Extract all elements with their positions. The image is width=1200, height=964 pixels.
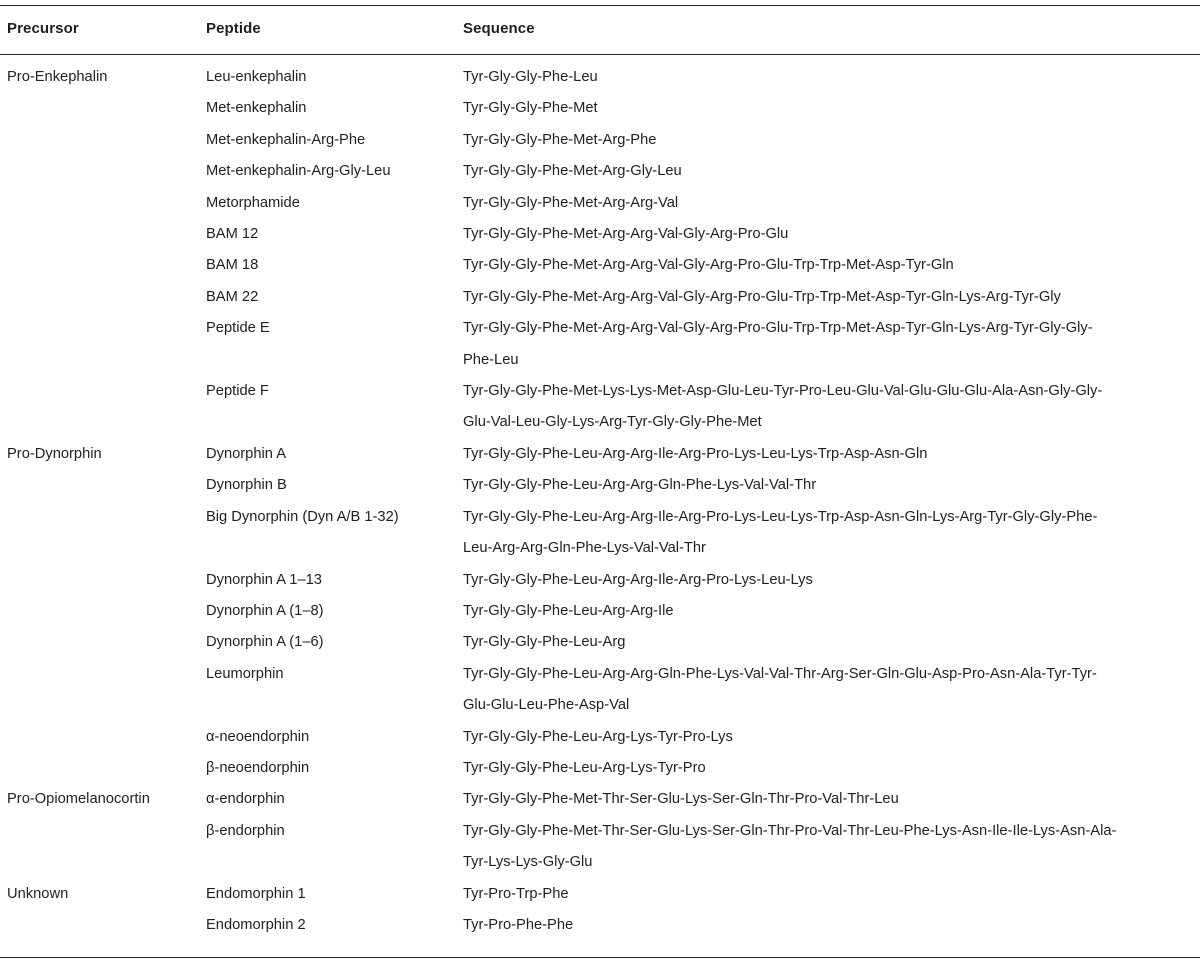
table-row	[0, 722, 1200, 753]
sequence-cell	[463, 93, 1200, 124]
table-row	[0, 753, 1200, 784]
sequence-cell	[463, 376, 1200, 439]
peptide-cell: Big Dynorphin (Dyn A/B 1-32)	[206, 508, 399, 525]
table-row	[0, 125, 1200, 156]
precursor-cell	[0, 596, 206, 627]
table-row	[0, 784, 1200, 815]
peptide-cell: α-endorphin	[206, 791, 285, 808]
sequence-cell	[463, 816, 1200, 879]
peptide-cell: Dynorphin A (1–8)	[206, 602, 324, 619]
sequence-line: Leu-Arg-Arg-Gln-Phe-Lys-Val-Val-Thr	[463, 540, 706, 557]
sequence-line: Glu-Val-Leu-Gly-Lys-Arg-Tyr-Gly-Gly-Phe-Met	[463, 414, 762, 431]
sequence-line: Tyr-Gly-Gly-Phe-Leu-Arg-Lys-Tyr-Pro-Lys	[463, 728, 733, 745]
sequence-cell	[463, 470, 1200, 501]
precursor-cell	[0, 753, 206, 784]
peptide-cell: BAM 12	[206, 226, 259, 243]
sequence-line: Phe-Leu	[463, 351, 519, 368]
sequence-cell	[463, 156, 1200, 187]
table-rows	[0, 62, 1200, 941]
sequence-cell	[463, 250, 1200, 281]
sequence-cell	[463, 753, 1200, 784]
table-row	[0, 188, 1200, 219]
peptide-cell: Peptide E	[206, 320, 270, 337]
table-row	[0, 565, 1200, 596]
sequence-line: Tyr-Gly-Gly-Phe-Met-Arg-Arg-Val-Gly-Arg-Pro-Glu	[463, 226, 789, 243]
table-row	[0, 376, 1200, 439]
sequence-cell	[463, 282, 1200, 313]
precursor-cell	[0, 188, 206, 219]
header-precursor: Precursor	[7, 20, 79, 37]
sequence-line: Tyr-Gly-Gly-Phe-Met-Thr-Ser-Glu-Lys-Ser-Gln-Thr-Pro-Val-Thr-Leu-Phe-Lys-Asn-Ile-Ile-Lys-Asn-Ala-	[463, 822, 1117, 839]
sequence-cell	[463, 627, 1200, 658]
sequence-line: Tyr-Gly-Gly-Phe-Met-Arg-Arg-Val	[463, 194, 679, 211]
sequence-cell	[463, 596, 1200, 627]
peptide-cell: Peptide F	[206, 383, 269, 400]
precursor-cell	[0, 565, 206, 596]
sequence-line: Tyr-Gly-Gly-Phe-Met-Thr-Ser-Glu-Lys-Ser-Gln-Thr-Pro-Val-Thr-Leu	[463, 791, 899, 808]
sequence-line: Tyr-Gly-Gly-Phe-Leu-Arg-Arg-Ile-Arg-Pro-Lys-Leu-Lys	[463, 571, 813, 588]
sequence-cell	[463, 188, 1200, 219]
table-row	[0, 250, 1200, 281]
precursor-cell: Pro-Dynorphin	[7, 445, 102, 462]
peptide-cell: Endomorphin 2	[206, 916, 306, 933]
table-row	[0, 62, 1200, 93]
table-row	[0, 313, 1200, 376]
sequence-line: Tyr-Pro-Phe-Phe	[463, 916, 574, 933]
peptide-cell: β-endorphin	[206, 822, 285, 839]
sequence-line: Tyr-Gly-Gly-Phe-Met-Arg-Arg-Val-Gly-Arg-Pro-Glu-Trp-Trp-Met-Asp-Tyr-Gln-Lys-Arg-Tyr-Gly-Gly-	[463, 320, 1093, 337]
peptide-cell: Met-enkephalin-Arg-Phe	[206, 131, 366, 148]
peptide-cell: Metorphamide	[206, 194, 300, 211]
sequence-line: Tyr-Gly-Gly-Phe-Met-Arg-Arg-Val-Gly-Arg-Pro-Glu-Trp-Trp-Met-Asp-Tyr-Gln	[463, 257, 954, 274]
table-row	[0, 502, 1200, 565]
peptide-cell: Dynorphin B	[206, 477, 287, 494]
sequence-line: Tyr-Gly-Gly-Phe-Met-Arg-Arg-Val-Gly-Arg-Pro-Glu-Trp-Trp-Met-Asp-Tyr-Gln-Lys-Arg-Tyr-Gly	[463, 288, 1061, 305]
sequence-cell	[463, 219, 1200, 250]
sequence-cell	[463, 125, 1200, 156]
precursor-cell	[0, 470, 206, 501]
sequence-line: Tyr-Gly-Gly-Phe-Met-Arg-Phe	[463, 131, 657, 148]
precursor-cell	[0, 93, 206, 124]
peptide-cell: Dynorphin A 1–13	[206, 571, 322, 588]
peptide-cell: BAM 18	[206, 257, 259, 274]
table-row	[0, 627, 1200, 658]
top-rule	[0, 5, 1200, 6]
precursor-cell	[0, 910, 206, 941]
precursor-cell	[0, 816, 206, 879]
table-row	[0, 879, 1200, 910]
sequence-line: Tyr-Gly-Gly-Phe-Leu-Arg-Arg-Ile	[463, 602, 674, 619]
table-row	[0, 470, 1200, 501]
precursor-cell	[0, 282, 206, 313]
sequence-cell	[463, 722, 1200, 753]
header-sequence: Sequence	[463, 20, 535, 37]
precursor-cell	[0, 502, 206, 565]
sequence-line: Tyr-Gly-Gly-Phe-Leu-Arg-Arg-Ile-Arg-Pro-Lys-Leu-Lys-Trp-Asp-Asn-Gln	[463, 445, 928, 462]
peptide-cell: Leu-enkephalin	[206, 69, 307, 85]
sequence-cell	[463, 879, 1200, 910]
peptide-cell: Dynorphin A	[206, 445, 287, 462]
precursor-cell	[0, 376, 206, 439]
table-row	[0, 439, 1200, 470]
peptide-cell: Dynorphin A (1–6)	[206, 634, 324, 651]
peptide-cell: β-neoendorphin	[206, 759, 310, 776]
precursor-cell: Pro-Enkephalin	[7, 69, 108, 85]
precursor-cell	[0, 219, 206, 250]
sequence-line: Glu-Glu-Leu-Phe-Asp-Val	[463, 697, 630, 714]
sequence-cell	[463, 659, 1200, 722]
sequence-cell	[463, 565, 1200, 596]
sequence-cell	[463, 502, 1200, 565]
sequence-line: Tyr-Gly-Gly-Phe-Met	[463, 100, 598, 117]
peptide-cell: Met-enkephalin-Arg-Gly-Leu	[206, 163, 391, 180]
sequence-line: Tyr-Pro-Trp-Phe	[463, 885, 569, 902]
precursor-cell	[0, 659, 206, 722]
sequence-line: Tyr-Gly-Gly-Phe-Leu-Arg-Arg-Ile-Arg-Pro-Lys-Leu-Lys-Trp-Asp-Asn-Gln-Lys-Arg-Tyr-Gly-Gly-Phe-	[463, 508, 1098, 525]
table-row	[0, 816, 1200, 879]
sequence-line: Tyr-Gly-Gly-Phe-Leu	[463, 69, 598, 85]
sequence-cell	[463, 62, 1200, 93]
sequence-line: Tyr-Gly-Gly-Phe-Met-Lys-Lys-Met-Asp-Glu-Leu-Tyr-Pro-Leu-Glu-Val-Glu-Glu-Glu-Ala-Asn-Gly-Gly-	[463, 383, 1103, 400]
sequence-line: Tyr-Gly-Gly-Phe-Leu-Arg-Arg-Gln-Phe-Lys-Val-Val-Thr	[463, 477, 817, 494]
header-peptide: Peptide	[206, 20, 261, 37]
precursor-cell: Pro-Opiomelanocortin	[7, 791, 150, 808]
sequence-cell	[463, 313, 1200, 376]
bottom-rule	[0, 957, 1200, 958]
sequence-line: Tyr-Gly-Gly-Phe-Leu-Arg-Arg-Gln-Phe-Lys-Val-Val-Thr-Arg-Ser-Gln-Glu-Asp-Pro-Asn-Ala-Tyr-Tyr-	[463, 665, 1097, 682]
table-row	[0, 659, 1200, 722]
peptide-cell: Leumorphin	[206, 665, 284, 682]
precursor-cell	[0, 156, 206, 187]
table-row	[0, 156, 1200, 187]
sequence-cell	[463, 910, 1200, 941]
sequence-line: Tyr-Lys-Lys-Gly-Glu	[463, 854, 593, 871]
peptide-cell: Met-enkephalin	[206, 100, 307, 117]
sequence-line: Tyr-Gly-Gly-Phe-Leu-Arg-Lys-Tyr-Pro	[463, 759, 706, 776]
sequence-line: Tyr-Gly-Gly-Phe-Leu-Arg	[463, 634, 626, 651]
table-row	[0, 596, 1200, 627]
precursor-cell	[0, 250, 206, 281]
peptide-cell: BAM 22	[206, 288, 259, 305]
table-body	[0, 62, 1200, 941]
precursor-cell	[0, 627, 206, 658]
precursor-cell: Unknown	[7, 885, 69, 902]
table-row	[0, 93, 1200, 124]
peptide-cell: α-neoendorphin	[206, 728, 310, 745]
precursor-cell	[0, 313, 206, 376]
header-rule	[0, 54, 1200, 55]
sequence-cell	[463, 784, 1200, 815]
sequence-line: Tyr-Gly-Gly-Phe-Met-Arg-Gly-Leu	[463, 163, 682, 180]
sequence-cell	[463, 439, 1200, 470]
table-row	[0, 219, 1200, 250]
table-row	[0, 910, 1200, 941]
precursor-cell	[0, 125, 206, 156]
precursor-cell	[0, 722, 206, 753]
peptide-cell: Endomorphin 1	[206, 885, 306, 902]
table-row	[0, 282, 1200, 313]
